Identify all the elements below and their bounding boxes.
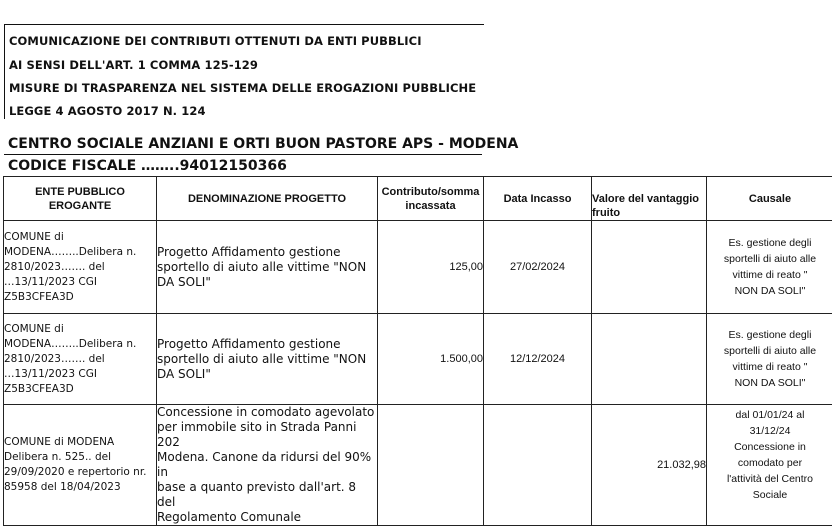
header-title-line-4: LEGGE 4 AGOSTO 2017 N. 124 [9, 104, 206, 118]
organization-name-underline [4, 154, 482, 155]
fiscal-code: CODICE FISCALE ……..94012150366 [8, 158, 287, 174]
column-header-data: Data Incasso [484, 177, 592, 221]
cell-vantaggio: 21.032,98 [592, 405, 707, 526]
cell-data: 27/02/2024 [484, 221, 592, 314]
cell-causale: Es. gestione degli sportelli di aiuto alle vittime di reato " NON DA SOLI" [707, 221, 832, 314]
header-title-line-2: AI SENSI DELL'ART. 1 COMMA 125-129 [9, 58, 258, 72]
header-title-line-3: MISURE DI TRASPARENZA NEL SISTEMA DELLE EROGAZIONI PUBBLICHE [9, 81, 476, 95]
table-row [4, 405, 832, 526]
cell-vantaggio [592, 221, 707, 314]
table-row [4, 314, 832, 405]
column-header-contributo: Contributo/somma incassata [378, 177, 484, 221]
table-header-row [4, 177, 832, 221]
cell-ente: COMUNE di MODENA Delibera n. 525.. del 29/09/2020 e repertorio nr. 85958 del 18/04/2023 [4, 405, 157, 526]
cell-ente: COMUNE di MODENA……..Delibera n. 2810/2023……. del …13/11/2023 CGI Z5B3CFEA3D [4, 221, 157, 314]
table-row [4, 221, 832, 314]
column-header-progetto: DENOMINAZIONE PROGETTO [157, 177, 378, 221]
cell-progetto: Concessione in comodato agevolato per immobile sito in Strada Panni 202 Modena. Canone da ridursi del 90% in base a quanto previsto dall'art. 8 del Regolamento Comunale [157, 405, 378, 526]
cell-data [484, 405, 592, 526]
header-title-line-1: COMUNICAZIONE DEI CONTRIBUTI OTTENUTI DA ENTI PUBBLICI [9, 34, 422, 48]
cell-causale: Es. gestione degli sportelli di aiuto alle vittime di reato " NON DA SOLI" [707, 314, 832, 405]
cell-contributo: 1.500,00 [378, 314, 484, 405]
cell-progetto: Progetto Affidamento gestione sportello di aiuto alle vittime "NON DA SOLI" [157, 221, 378, 314]
cell-contributo [378, 405, 484, 526]
contributions-table [3, 176, 832, 526]
column-header-vantaggio: Valore del vantaggio fruito [592, 177, 707, 221]
cell-causale: dal 01/01/24 al 31/12/24 Concessione in comodato per l'attività del Centro Sociale [707, 405, 832, 526]
header-top-rule [4, 24, 484, 25]
header-left-rule [4, 24, 5, 119]
column-header-ente: ENTE PUBBLICO EROGANTE [4, 177, 157, 221]
cell-contributo: 125,00 [378, 221, 484, 314]
cell-progetto: Progetto Affidamento gestione sportello di aiuto alle vittime "NON DA SOLI" [157, 314, 378, 405]
cell-data: 12/12/2024 [484, 314, 592, 405]
cell-vantaggio [592, 314, 707, 405]
organization-name: CENTRO SOCIALE ANZIANI E ORTI BUON PASTORE APS - MODENA [8, 136, 518, 152]
column-header-causale: Causale [707, 177, 832, 221]
cell-ente: COMUNE di MODENA……..Delibera n. 2810/2023……. del …13/11/2023 CGI Z5B3CFEA3D [4, 314, 157, 405]
